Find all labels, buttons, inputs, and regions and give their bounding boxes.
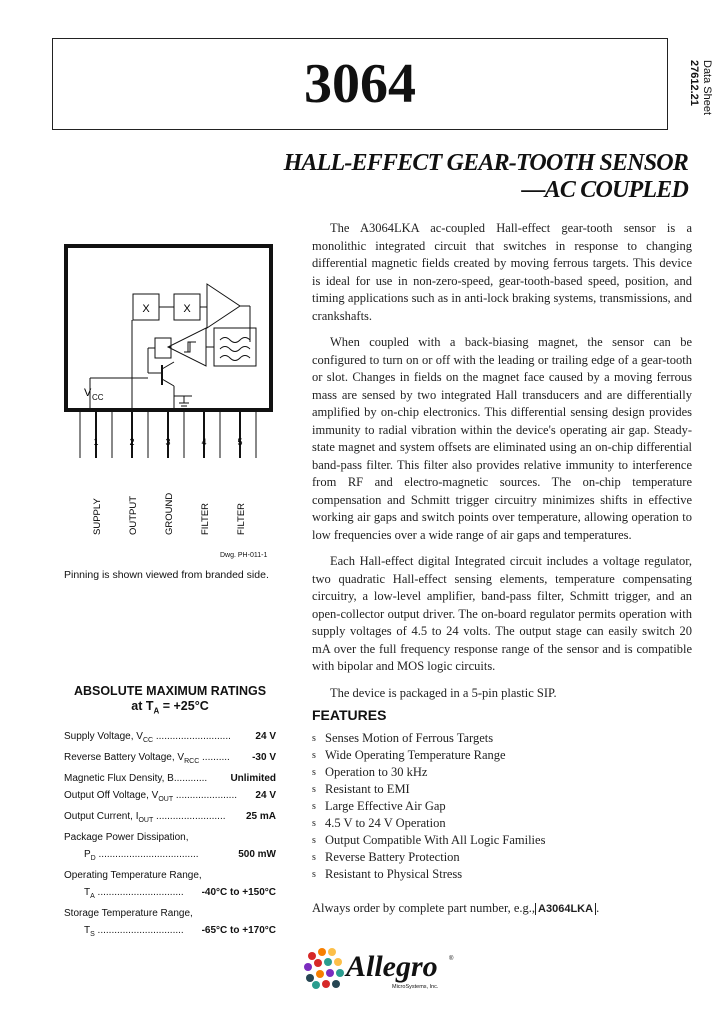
title-line-1: HALL-EFFECT GEAR-TOOTH SENSOR: [283, 150, 688, 176]
part-number: 3064: [304, 53, 416, 115]
ratings-title: ABSOLUTE MAXIMUM RATINGS: [73, 684, 267, 698]
feature-item: s Operation to 30 kHz: [312, 764, 692, 781]
pin-name-filter-5: FILTER: [236, 502, 247, 535]
logo-brand-name: Allegro: [346, 950, 438, 983]
pin-number-2: 2: [129, 437, 135, 447]
rating-storage-temp: $T_S$ ............................... -65°C to +170°C: [64, 922, 276, 943]
rating-value: -40°C to +150°C: [201, 887, 276, 898]
logo-registered-mark: ®: [449, 956, 454, 962]
order-instruction: Always order by complete part number, e.g., A3064LKA .: [312, 901, 600, 915]
title-line-2: —AC COUPLED: [521, 177, 688, 203]
rating-value: 25 mA: [245, 811, 276, 822]
vcc-label: V: [84, 387, 92, 399]
pinout-block-diagram: [60, 228, 290, 573]
filter-wave-3: [220, 356, 250, 361]
pin-leads: [80, 410, 256, 458]
rating-output-current: Output Current, $I_{OUT}$ ......................... 25 mA: [64, 808, 276, 829]
filter-wave-1: [220, 338, 250, 343]
rating-value: Unlimited: [230, 773, 276, 784]
rating-value: 24 V: [255, 790, 276, 801]
transistor-collector: [162, 362, 174, 369]
feature-item: s Wide Operating Temperature Range: [312, 747, 692, 764]
pin-name-supply: SUPPLY: [92, 498, 103, 535]
schmitt-trigger: [168, 328, 206, 366]
amplifier-symbol: [207, 284, 240, 328]
paragraph-overview: The A3064LKA ac-coupled Hall-effect gear-tooth sensor is a monolithic integrated circuit that switches in response to changing differential magnetic fields created by moving ferrous targets. This device is ideal for use in non-zero-speed, gear-tooth-based speed, position, and timing applications such as in anti-lock braking systems, transmissions, and crankshafts.: [312, 221, 692, 323]
rating-operating-temp: $T_A$ ............................... -40°C to +150°C: [64, 884, 276, 905]
feature-item: s Output Compatible With All Logic Families: [312, 832, 692, 849]
rating-power-label: Package Power Dissipation,: [64, 832, 189, 843]
logo-tagline: MicroSystems, Inc.: [392, 984, 439, 990]
rating-optemp-label: Operating Temperature Range,: [64, 870, 202, 881]
ratings-subtitle: at $T_A = +25^\circ C$: [131, 699, 209, 716]
side-label-number: 27612.21: [688, 60, 700, 106]
pin-name-ground: GROUND: [164, 492, 175, 535]
rating-value: 500 mW: [238, 849, 276, 860]
rating-value: -65°C to +170°C: [201, 925, 276, 936]
pin-name-filter-4: FILTER: [200, 502, 211, 535]
feature-item: s Resistant to Physical Stress: [312, 866, 692, 883]
feature-item: s 4.5 V to 24 V Operation: [312, 815, 692, 832]
logo-dot-grid-icon: [304, 948, 344, 989]
filter-wave-2: [220, 347, 250, 352]
regulator-box: [155, 338, 171, 358]
pin-number-5: 5: [237, 437, 243, 447]
features-heading: FEATURES: [312, 707, 387, 723]
order-part-number: A3064LKA: [535, 903, 596, 915]
vcc-subscript: CC: [92, 393, 104, 402]
rating-supply-voltage: Supply Voltage, $V_{CC}$ ........................... 24 V: [64, 728, 276, 749]
side-label-title: Data Sheet: [701, 60, 713, 116]
paragraph-circuit: Each Hall-effect digital Integrated circuit includes a voltage regulator, two quadratic Hall-effect sensing elements, temperature compensating circuitry, a low-level amplifier, band-pass filter, Schmitt trigger, and an open-collector output driver. The on-board regulator permits operation with supply voltages of 4.5 to 24 volts. The output stage can easily switch 20 mA over the full frequency response range of the sensor and is compatible with bipolar and MOS logic circuits.: [312, 554, 692, 673]
paragraph-package: The device is packaged in a 5-pin plastic SIP.: [330, 685, 557, 700]
pin-number-1: 1: [93, 437, 99, 447]
rating-reverse-battery: Reverse Battery Voltage, $V_{RCC}$ .......... -30 V: [64, 749, 276, 770]
transistor-emitter: [162, 379, 174, 386]
drawing-number: Dwg. PH-011-1: [220, 552, 268, 559]
pin-name-output: OUTPUT: [128, 495, 139, 535]
multiplier-symbol-2: X: [183, 303, 191, 315]
features-list: [312, 730, 692, 883]
rating-value: 24 V: [255, 731, 276, 742]
document-title: [284, 150, 688, 204]
ratings-heading: [56, 684, 284, 719]
multiplier-symbol-1: X: [142, 303, 150, 315]
rating-power-dissipation: $P_D$ .................................... 500 mW: [64, 846, 276, 867]
hysteresis-symbol: [184, 342, 196, 352]
rating-sttemp-label: Storage Temperature Range,: [64, 908, 193, 919]
pinning-note: Pinning is shown viewed from branded side.: [64, 569, 269, 581]
pin-number-4: 4: [201, 437, 207, 447]
allegro-logo: [300, 940, 460, 1000]
rating-output-off-voltage: Output Off Voltage, $V_{OUT}$ ...................... 24 V: [64, 787, 276, 808]
rating-flux-density: Magnetic Flux Density, B............ Unlimited: [64, 770, 276, 787]
feature-item: s Large Effective Air Gap: [312, 798, 692, 815]
description-body: [312, 220, 692, 711]
data-sheet-side-label: [683, 60, 719, 190]
paragraph-operation: When coupled with a back-biasing magnet, the sensor can be configured to turn on or off with the leading or trailing edge of a gear-tooth or slot. Changes in fields on the magnet face caused by a moving ferrous mass are sensed by two integrated Hall transducers and are differentially amplified by on-chip electronics. This differential sensing design provides immunity to radial vibration within the device's operating air gap. Steady-state magnet and system offsets are eliminated using an on-chip differential band-pass filter. This filter also provides relative immunity to interference from RF and electro-magnetic sources. The on-chip temperature compensation and Schmitt trigger circuitry minimizes shifts in effective working air gaps and switch points over temperature, allowing operation to low frequencies over a wide range of air gaps and temperatures.: [312, 335, 692, 542]
feature-item: s Resistant to EMI: [312, 781, 692, 798]
feature-item: s Reverse Battery Protection: [312, 849, 692, 866]
pin-number-3: 3: [165, 437, 171, 447]
feature-item: s Senses Motion of Ferrous Targets: [312, 730, 692, 747]
rating-value: -30 V: [252, 752, 276, 763]
ratings-table: [64, 728, 276, 943]
